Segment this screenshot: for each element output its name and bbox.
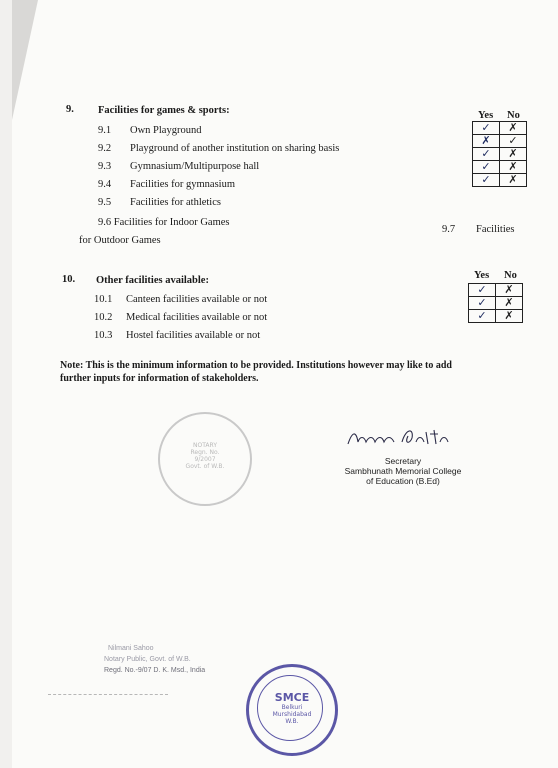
item-number: 9.5 [98,197,112,208]
table-row [469,284,523,297]
stamp-text: 9/2007 [194,456,216,463]
table-row [473,122,527,135]
signatory-title: Secretary [384,456,422,466]
section10-no-header: No [504,270,517,281]
section9-heading: Facilities for games & sports: [98,105,230,116]
item-number: 9.3 [98,161,112,172]
item-number: 10.1 [94,294,113,305]
item-number: 9.2 [98,143,112,154]
no-cell: ✗ [496,310,523,323]
yes-cell: ✓ [473,148,500,161]
item-label: Hostel facilities available or not [126,330,261,341]
item-number: 10.3 [94,330,113,341]
folded-corner [12,0,38,120]
table-row [473,161,527,174]
item-number: 9.7 [442,224,456,235]
item-label: Facilities for athletics [130,197,221,208]
notary-footer-line2: Notary Public, Govt. of W.B. [104,656,191,663]
item-label: Own Playground [130,125,202,136]
section9-no-header: No [507,110,520,121]
notary-footer-line1: Nilmani Sahoo [108,645,154,652]
no-cell: ✗ [500,174,527,187]
seal-sub-text: Belkuri [281,704,303,711]
item-label: Facilities [476,224,515,235]
divider [48,694,168,695]
seal-sub-text: W.B. [285,718,299,725]
item-label: Playground of another institution on sharing basis [130,143,340,154]
signature-block [330,456,476,486]
signatory-org-line2: of Education (B.Ed) [366,476,440,486]
no-cell: ✗ [496,297,523,310]
table-row [473,135,527,148]
section10-number: 10. [62,274,76,285]
seal-center-text: SMCE [274,691,310,704]
table-row [473,174,527,187]
item-label: Medical facilities available or not [126,312,268,323]
item-label: Canteen facilities available or not [126,294,268,305]
yes-cell: ✗ [473,135,500,148]
no-cell: ✗ [500,122,527,135]
section10-yes-header: Yes [474,270,490,281]
stamp-text: Govt. of W.B. [185,463,225,470]
yes-cell: ✓ [469,284,496,297]
signatory-org-line1: Sambhunath Memorial College [344,466,462,476]
item-number: 10.2 [94,312,113,323]
notary-round-stamp [158,412,252,506]
yes-cell: ✓ [473,161,500,174]
item-label: for Outdoor Games [79,235,161,246]
table-row [469,310,523,323]
yes-cell: ✓ [469,297,496,310]
section9-number: 9. [66,104,74,115]
section10-heading: Other facilities available: [96,275,209,286]
yes-cell: ✓ [469,310,496,323]
stamp-text: NOTARY [193,442,217,449]
notary-footer-line3: Regd. No.-9/07 D. K. Msd., India [104,667,206,674]
section9-yes-no-grid [472,121,527,187]
seal-inner-ring [257,675,323,741]
no-cell: ✗ [496,284,523,297]
yes-cell: ✓ [473,174,500,187]
section9-yes-header: Yes [478,110,494,121]
note-line-2: further inputs for information of stakeholders. [60,373,259,384]
table-row [473,148,527,161]
note-line-1: Note: This is the minimum information to be provided. Institutions however may like to add [60,360,452,371]
yes-cell: ✓ [473,122,500,135]
college-seal [246,664,338,756]
item-label: 9.6 Facilities for Indoor Games [98,217,230,228]
item-label: Gymnasium/Multipurpose hall [130,161,260,172]
item-number: 9.1 [98,125,112,136]
stamp-text: Regn. No. [190,449,220,456]
no-cell: ✗ [500,148,527,161]
section10-yes-no-grid [468,283,523,323]
item-label: Facilities for gymnasium [130,179,235,190]
no-cell: ✓ [500,135,527,148]
no-cell: ✗ [500,161,527,174]
document-page [12,0,558,768]
table-row [469,297,523,310]
item-number: 9.4 [98,179,112,190]
signature-scrawl [342,424,472,452]
seal-sub-text: Murshidabad [272,711,312,718]
